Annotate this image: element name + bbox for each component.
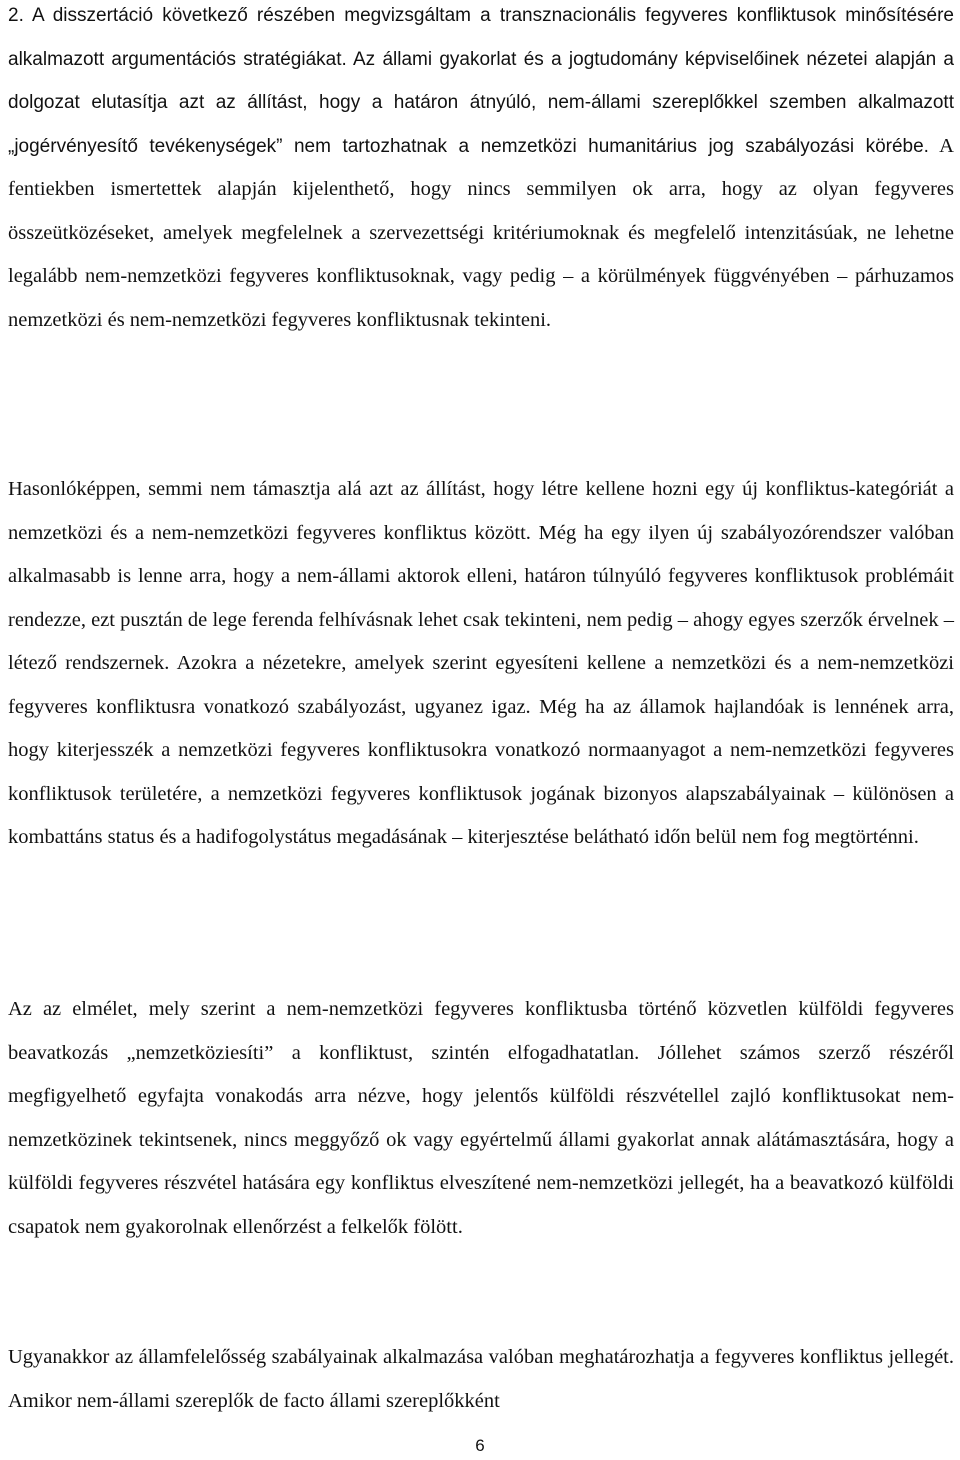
paragraph-1-serif-part: A fentiekben ismertettek alapján kijelenthető, hogy nincs semmilyen ok arra, hogy az olyan fegyveres összeütközéseket, amelyek megfelelnek a szervezettségi kritériumoknak és megfelelő intenzitásúak, ne lehetne legalább nem-nemzetközi fegyveres konfliktusoknak, vagy pedig – a körülmények függvényében – párhuzamos nemzetközi és nem-nemzetközi fegyveres konfliktusnak tekinteni.: [8, 134, 954, 331]
paragraph-3: Az az elmélet, mely szerint a nem-nemzetközi fegyveres konfliktusba történő közvetlen külföldi fegyveres beavatkozás „nemzetköziesíti” a konfliktust, szintén elfogadhatatlan. Jóllehet számos szerző részéről megfigyelhető egyfajta vonakodás arra nézve, hogy jelentős külföldi részvétellel zajló konfliktusokat nem-nemzetközinek tekintsenek, nincs meggyőző ok vagy egyértelmű állami gyakorlat annak alátámasztására, hogy a külföldi fegyveres részvétel hatására egy konfliktus elveszítené nem-nemzetközi jellegét, ha a beavatkozó külföldi csapatok nem gyakorolnak ellenőrzést a felkelők fölött.: [8, 998, 954, 1238]
paragraph-4: Ugyanakkor az államfelelősség szabályainak alkalmazása valóban meghatározhatja a fegyveres konfliktus jellegét. Amikor nem-állami szereplők de facto állami szereplőkként: [8, 1346, 954, 1412]
paragraph-1-sans-part: 2. A disszertáció következő részében megvizsgáltam a transznacionális fegyveres konfliktusok minősítésére alkalmazott argumentációs stratégiákat. Az állami gyakorlat és a jogtudomány képviselőinek nézetei alapján a dolgozat elutasítja azt az állítást, hogy a határon átnyúló, nem-állami szereplőkkel szemben alkalmazott „jogérvényesítő tevékenységek” nem tartozhatnak a nemzetközi humanitárius jog szabályozási körébe.: [8, 5, 954, 157]
page-number: 6: [475, 1436, 485, 1455]
paragraph-2: Hasonlóképpen, semmi nem támasztja alá azt az állítást, hogy létre kellene hozni egy új konfliktus-kategóriát a nemzetközi és a nem-nemzetközi fegyveres konfliktus között. Még ha egy ilyen új szabályozórendszer valóban alkalmasabb is lenne arra, hogy a nem-állami aktorok elleni, határon túlnyúló fegyveres konfliktusok problémáit rendezze, ezt pusztán de lege ferenda felhívásnak lehet csak tekinteni, nem pedig – ahogy egyes szerzők érvelnek – létező rendszernek. Azokra a nézetekre, amelyek szerint egyesíteni kellene a nemzetközi és a nem-nemzetközi fegyveres konfliktusra vonatkozó szabályozást, ugyanez igaz. Még ha az államok hajlandóak is lennének arra, hogy kiterjesszék a nemzetközi fegyveres konfliktusokra vonatkozó normaanyagot a nem-nemzetközi fegyveres konfliktusok területére, a nemzetközi fegyveres konfliktusok jogának bizonyos alapszabályainak – különösen a kombattáns status és a hadifogolystátus megadásának – kiterjesztése belátható időn belül nem fog megtörténni.: [8, 478, 954, 848]
paragraph-1: [8, 0, 954, 342]
